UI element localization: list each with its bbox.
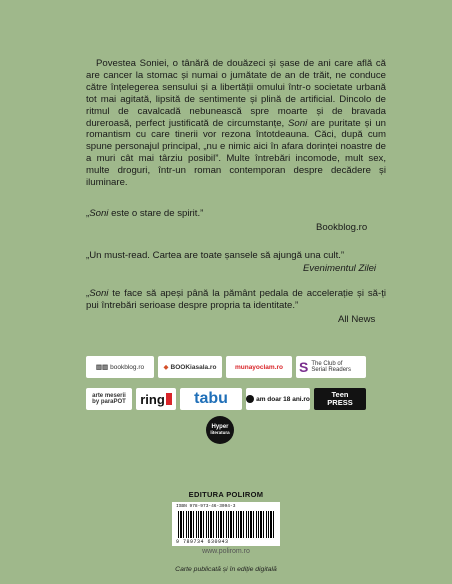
blurb-part-2: are puritate și un romantism cu care tinerii vor rezona întotdeauna. Căci, după cum spune personajul principal, „nu e nimic aici în afara dorinței noastre de a muri cât mai târziu posibil”. Multe întrebări incomode, mult sex, multe droguri, într-un roman contemporan despre decădere și iluminare. xyxy=(86,117,386,189)
books-icon: ▥▥ xyxy=(95,364,109,371)
s-logo-icon: S xyxy=(299,359,309,375)
blurb-title-soni: Soni xyxy=(288,117,308,129)
isbn-text: ISBN 978-973-46-3094-3 xyxy=(176,504,236,509)
logo-am-doar-18-ani: am doar 18 ani.ro xyxy=(246,388,310,410)
barcode-bars xyxy=(178,511,274,538)
logo-munayoclam: munayoclam.ro xyxy=(226,356,292,378)
barcode-digits: 9 789734 630943 xyxy=(176,539,229,545)
ring-accent-shape xyxy=(166,393,172,405)
quote-bookblog: „Soni este o stare de spirit.” xyxy=(86,208,204,219)
barcode xyxy=(172,502,280,546)
logo-arte-meserii: arte meserii by paraPOT xyxy=(86,388,132,410)
blurb-paragraph xyxy=(86,58,386,189)
hyper-literatura-badge: Hyper literatura xyxy=(206,416,234,444)
logo-bookblog: ▥▥ bookblog.ro xyxy=(86,356,154,378)
logo-tabu: tabu xyxy=(180,388,242,410)
quote-evenimentul: „Un must-read. Cartea are toate șansele să ajungă una cult.” xyxy=(86,250,345,261)
quote-title: Soni xyxy=(89,288,109,299)
logo-bookiasala: ◆ BOOKiasala.ro xyxy=(158,356,222,378)
publisher-website: www.polirom.ro xyxy=(202,548,250,555)
blurb-part-1: Povestea Soniei, o tânără de douăzeci și șase de ani care află că are cancer la stomac și numai o jumătate de an de trăit, ne conduce către înțelegerea sensului și a libertății omului într-o societate urbană tot mai agitată, lipsită de sentimente și plină de artificial. Dincolo de ritmul de cavalcadă nebunească spre moarte și de bravada dureroasă, perfect justificată de circumstanțe, xyxy=(86,58,386,129)
book-icon: ◆ xyxy=(163,364,169,371)
logo-ring: ring xyxy=(136,388,176,410)
quote-source-evenimentul: Evenimentul Zilei xyxy=(303,263,377,274)
logo-club-serial-readers: S The Club of Serial Readers xyxy=(296,356,366,378)
digital-edition-note: Carte publicată și în ediție digitală xyxy=(175,566,277,573)
dot-icon xyxy=(246,395,254,403)
publisher-name: EDITURA POLIROM xyxy=(188,490,264,499)
quote-source-bookblog: Bookblog.ro xyxy=(316,222,368,233)
quote-title: Soni xyxy=(89,208,109,219)
logo-teen-press: Teen PRESS xyxy=(314,388,366,410)
quote-allnews: „Soni te face să apeși până la pământ pedala de accelerație și să-ți pui întrebări serioase despre propria ta identitate.” xyxy=(86,288,386,311)
quote-source-allnews: All News xyxy=(338,314,376,325)
